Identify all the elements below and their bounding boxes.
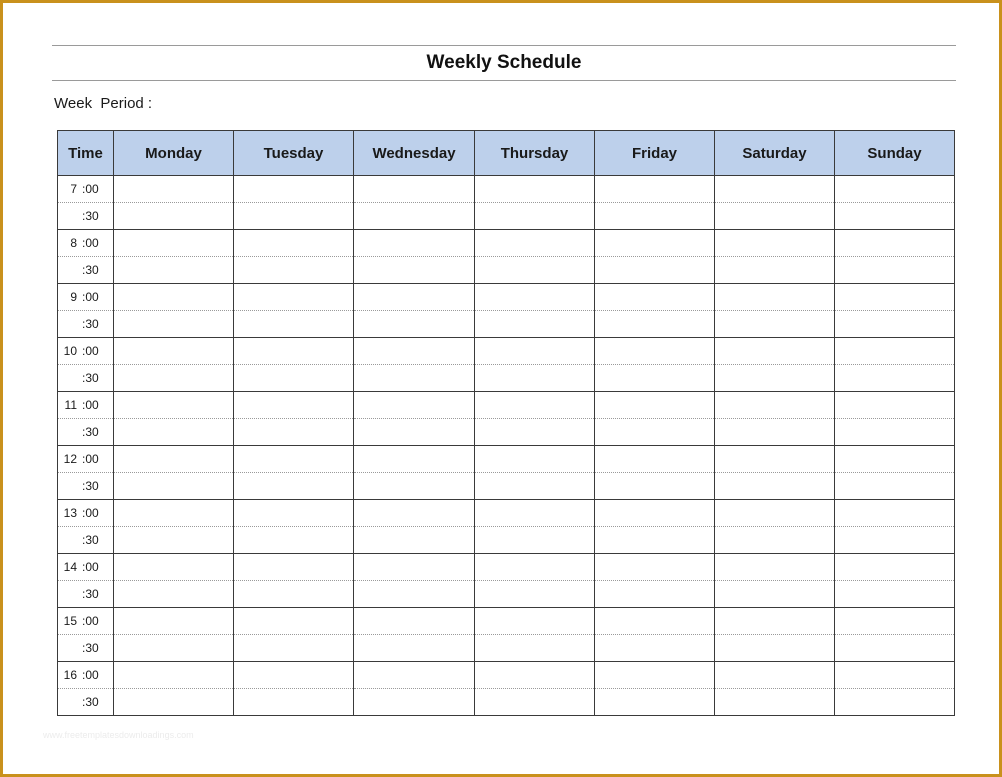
schedule-cell[interactable] — [114, 365, 234, 392]
schedule-cell[interactable] — [475, 635, 595, 662]
schedule-cell[interactable] — [475, 203, 595, 230]
schedule-cell[interactable] — [475, 338, 595, 365]
schedule-row — [58, 338, 955, 365]
time-minute: :00 — [82, 614, 99, 628]
schedule-cell[interactable] — [354, 311, 475, 338]
schedule-cell[interactable] — [835, 554, 955, 581]
schedule-row — [58, 500, 955, 527]
schedule-cell[interactable] — [715, 446, 835, 473]
schedule-cell[interactable] — [354, 284, 475, 311]
schedule-cell[interactable] — [114, 392, 234, 419]
schedule-cell[interactable] — [475, 608, 595, 635]
schedule-cell[interactable] — [715, 419, 835, 446]
time-minute: :30 — [82, 263, 99, 277]
time-minute: :30 — [82, 695, 99, 709]
schedule-row — [58, 527, 955, 554]
schedule-row — [58, 554, 955, 581]
time-minute: :00 — [82, 398, 99, 412]
header-thursday: Thursday — [475, 131, 595, 176]
schedule-row — [58, 635, 955, 662]
schedule-cell[interactable] — [354, 635, 475, 662]
time-slot-cell — [58, 257, 114, 284]
schedule-cell[interactable] — [354, 446, 475, 473]
schedule-cell[interactable] — [835, 608, 955, 635]
schedule-cell[interactable] — [715, 527, 835, 554]
schedule-cell[interactable] — [595, 608, 715, 635]
schedule-cell[interactable] — [234, 392, 354, 419]
schedule-cell[interactable] — [835, 311, 955, 338]
schedule-cell[interactable] — [114, 257, 234, 284]
schedule-cell[interactable] — [715, 581, 835, 608]
time-slot-cell — [58, 500, 114, 527]
schedule-cell[interactable] — [835, 365, 955, 392]
schedule-cell[interactable] — [715, 284, 835, 311]
schedule-cell[interactable] — [835, 338, 955, 365]
schedule-cell[interactable] — [114, 662, 234, 689]
schedule-cell[interactable] — [475, 554, 595, 581]
schedule-cell[interactable] — [475, 392, 595, 419]
schedule-cell[interactable] — [715, 554, 835, 581]
time-slot-cell — [58, 662, 114, 689]
schedule-cell[interactable] — [234, 500, 354, 527]
schedule-cell[interactable] — [835, 500, 955, 527]
time-slot-cell — [58, 311, 114, 338]
time-hour: 12 — [63, 452, 77, 466]
schedule-cell[interactable] — [835, 284, 955, 311]
schedule-cell[interactable] — [354, 365, 475, 392]
time-minute: :30 — [82, 479, 99, 493]
schedule-cell[interactable] — [114, 689, 234, 716]
schedule-cell[interactable] — [114, 635, 234, 662]
schedule-cell[interactable] — [234, 608, 354, 635]
schedule-row — [58, 311, 955, 338]
schedule-cell[interactable] — [354, 500, 475, 527]
schedule-table — [57, 130, 955, 716]
schedule-cell[interactable] — [475, 581, 595, 608]
schedule-cell[interactable] — [715, 392, 835, 419]
schedule-row — [58, 230, 955, 257]
schedule-cell[interactable] — [475, 689, 595, 716]
time-minute: :30 — [82, 587, 99, 601]
schedule-cell[interactable] — [595, 446, 715, 473]
schedule-cell[interactable] — [354, 527, 475, 554]
time-slot-cell — [58, 446, 114, 473]
schedule-cell[interactable] — [234, 689, 354, 716]
schedule-row — [58, 662, 955, 689]
time-slot-cell — [58, 392, 114, 419]
schedule-cell[interactable] — [715, 230, 835, 257]
schedule-cell[interactable] — [475, 527, 595, 554]
time-hour: 10 — [63, 344, 77, 358]
schedule-cell[interactable] — [715, 635, 835, 662]
schedule-cell[interactable] — [114, 230, 234, 257]
time-minute: :30 — [82, 209, 99, 223]
schedule-cell[interactable] — [114, 338, 234, 365]
schedule-cell[interactable] — [475, 176, 595, 203]
schedule-row — [58, 392, 955, 419]
schedule-cell[interactable] — [595, 230, 715, 257]
schedule-cell[interactable] — [114, 527, 234, 554]
schedule-cell[interactable] — [354, 176, 475, 203]
schedule-cell[interactable] — [354, 581, 475, 608]
schedule-cell[interactable] — [715, 176, 835, 203]
time-slot-cell — [58, 527, 114, 554]
schedule-cell[interactable] — [114, 473, 234, 500]
schedule-row — [58, 581, 955, 608]
schedule-cell[interactable] — [114, 176, 234, 203]
schedule-cell[interactable] — [595, 392, 715, 419]
schedule-cell[interactable] — [595, 257, 715, 284]
schedule-cell[interactable] — [595, 662, 715, 689]
schedule-cell[interactable] — [354, 257, 475, 284]
schedule-cell[interactable] — [234, 446, 354, 473]
time-hour: 8 — [70, 236, 77, 250]
schedule-cell[interactable] — [234, 176, 354, 203]
schedule-cell[interactable] — [475, 257, 595, 284]
page-title: Weekly Schedule — [426, 52, 582, 73]
schedule-row — [58, 473, 955, 500]
schedule-cell[interactable] — [595, 338, 715, 365]
schedule-body — [58, 176, 955, 716]
schedule-cell[interactable] — [595, 311, 715, 338]
schedule-cell[interactable] — [354, 203, 475, 230]
time-minute: :00 — [82, 560, 99, 574]
title-bottom-rule — [52, 80, 956, 81]
schedule-cell[interactable] — [234, 230, 354, 257]
schedule-cell[interactable] — [475, 230, 595, 257]
header-friday: Friday — [595, 131, 715, 176]
schedule-cell[interactable] — [835, 662, 955, 689]
schedule-cell[interactable] — [595, 635, 715, 662]
schedule-cell[interactable] — [835, 446, 955, 473]
time-slot-cell — [58, 365, 114, 392]
schedule-row — [58, 176, 955, 203]
schedule-cell[interactable] — [475, 365, 595, 392]
time-minute: :00 — [82, 452, 99, 466]
schedule-cell[interactable] — [114, 554, 234, 581]
schedule-cell[interactable] — [475, 662, 595, 689]
schedule-cell[interactable] — [595, 689, 715, 716]
schedule-cell[interactable] — [715, 473, 835, 500]
schedule-cell[interactable] — [595, 203, 715, 230]
schedule-cell[interactable] — [234, 257, 354, 284]
schedule-cell[interactable] — [114, 608, 234, 635]
schedule-cell[interactable] — [114, 446, 234, 473]
schedule-cell[interactable] — [835, 635, 955, 662]
schedule-cell[interactable] — [234, 527, 354, 554]
time-slot-cell — [58, 581, 114, 608]
time-minute: :30 — [82, 425, 99, 439]
time-minute: :00 — [82, 668, 99, 682]
header-sunday: Sunday — [835, 131, 955, 176]
schedule-cell[interactable] — [715, 338, 835, 365]
schedule-cell[interactable] — [354, 554, 475, 581]
time-hour: 13 — [63, 506, 77, 520]
schedule-cell[interactable] — [835, 581, 955, 608]
schedule-cell[interactable] — [835, 203, 955, 230]
schedule-cell[interactable] — [835, 257, 955, 284]
schedule-cell[interactable] — [595, 581, 715, 608]
schedule-header-row — [58, 131, 955, 176]
time-slot-cell — [58, 473, 114, 500]
schedule-cell[interactable] — [835, 527, 955, 554]
time-hour: 9 — [70, 290, 77, 304]
schedule-cell[interactable] — [715, 608, 835, 635]
schedule-cell[interactable] — [114, 203, 234, 230]
schedule-cell[interactable] — [715, 203, 835, 230]
schedule-cell[interactable] — [835, 689, 955, 716]
time-slot-cell — [58, 176, 114, 203]
schedule-cell[interactable] — [715, 689, 835, 716]
time-slot-cell — [58, 338, 114, 365]
schedule-cell[interactable] — [354, 338, 475, 365]
time-minute: :30 — [82, 533, 99, 547]
time-minute: :00 — [82, 236, 99, 250]
schedule-cell[interactable] — [595, 500, 715, 527]
time-minute: :30 — [82, 641, 99, 655]
schedule-cell[interactable] — [354, 689, 475, 716]
header-monday: Monday — [114, 131, 234, 176]
time-slot-cell — [58, 608, 114, 635]
schedule-cell[interactable] — [234, 635, 354, 662]
schedule-cell[interactable] — [595, 365, 715, 392]
schedule-cell[interactable] — [234, 662, 354, 689]
header-saturday: Saturday — [715, 131, 835, 176]
schedule-cell[interactable] — [475, 419, 595, 446]
time-hour: 7 — [70, 182, 77, 196]
schedule-row — [58, 608, 955, 635]
time-hour: 15 — [63, 614, 77, 628]
schedule-row — [58, 257, 955, 284]
schedule-cell[interactable] — [835, 230, 955, 257]
time-minute: :00 — [82, 506, 99, 520]
schedule-cell[interactable] — [715, 662, 835, 689]
schedule-cell[interactable] — [595, 554, 715, 581]
schedule-cell[interactable] — [354, 419, 475, 446]
schedule-cell[interactable] — [475, 446, 595, 473]
schedule-cell[interactable] — [354, 392, 475, 419]
schedule-cell[interactable] — [595, 419, 715, 446]
header-time: Time — [58, 131, 114, 176]
time-slot-cell — [58, 419, 114, 446]
schedule-cell[interactable] — [354, 662, 475, 689]
schedule-cell[interactable] — [234, 203, 354, 230]
schedule-row — [58, 446, 955, 473]
schedule-cell[interactable] — [715, 257, 835, 284]
schedule-cell[interactable] — [114, 500, 234, 527]
schedule-cell[interactable] — [595, 284, 715, 311]
schedule-cell[interactable] — [835, 392, 955, 419]
schedule-row — [58, 365, 955, 392]
schedule-cell[interactable] — [114, 419, 234, 446]
schedule-cell[interactable] — [715, 365, 835, 392]
time-hour: 14 — [63, 560, 77, 574]
schedule-cell[interactable] — [835, 419, 955, 446]
schedule-cell[interactable] — [114, 284, 234, 311]
header-wednesday: Wednesday — [354, 131, 475, 176]
schedule-cell[interactable] — [475, 284, 595, 311]
schedule-cell[interactable] — [234, 284, 354, 311]
schedule-cell[interactable] — [354, 608, 475, 635]
schedule-cell[interactable] — [354, 473, 475, 500]
time-minute: :00 — [82, 290, 99, 304]
schedule-row — [58, 284, 955, 311]
time-slot-cell — [58, 635, 114, 662]
schedule-cell[interactable] — [835, 176, 955, 203]
schedule-cell[interactable] — [595, 473, 715, 500]
schedule-cell[interactable] — [234, 554, 354, 581]
schedule-cell[interactable] — [234, 473, 354, 500]
time-slot-cell — [58, 203, 114, 230]
schedule-cell[interactable] — [114, 581, 234, 608]
schedule-cell[interactable] — [595, 176, 715, 203]
time-minute: :00 — [82, 344, 99, 358]
schedule-cell[interactable] — [475, 500, 595, 527]
time-slot-cell — [58, 689, 114, 716]
schedule-row — [58, 419, 955, 446]
time-minute: :30 — [82, 371, 99, 385]
schedule-cell[interactable] — [234, 419, 354, 446]
schedule-cell[interactable] — [234, 365, 354, 392]
schedule-cell[interactable] — [595, 527, 715, 554]
schedule-cell[interactable] — [715, 500, 835, 527]
time-minute: :00 — [82, 182, 99, 196]
schedule-cell[interactable] — [354, 230, 475, 257]
schedule-row — [58, 689, 955, 716]
schedule-cell[interactable] — [715, 311, 835, 338]
week-period-label: Week Period : — [54, 95, 153, 112]
schedule-cell[interactable] — [475, 311, 595, 338]
time-slot-cell — [58, 284, 114, 311]
header-tuesday: Tuesday — [234, 131, 354, 176]
schedule-cell[interactable] — [234, 581, 354, 608]
schedule-cell[interactable] — [114, 311, 234, 338]
schedule-row — [58, 203, 955, 230]
time-hour: 11 — [64, 398, 77, 412]
watermark-text: www.freetemplatesdownloadings.com — [43, 730, 194, 740]
schedule-cell[interactable] — [475, 473, 595, 500]
schedule-cell[interactable] — [234, 338, 354, 365]
time-slot-cell — [58, 554, 114, 581]
time-hour: 16 — [63, 668, 77, 682]
schedule-cell[interactable] — [234, 311, 354, 338]
time-minute: :30 — [82, 317, 99, 331]
time-slot-cell — [58, 230, 114, 257]
schedule-cell[interactable] — [835, 473, 955, 500]
